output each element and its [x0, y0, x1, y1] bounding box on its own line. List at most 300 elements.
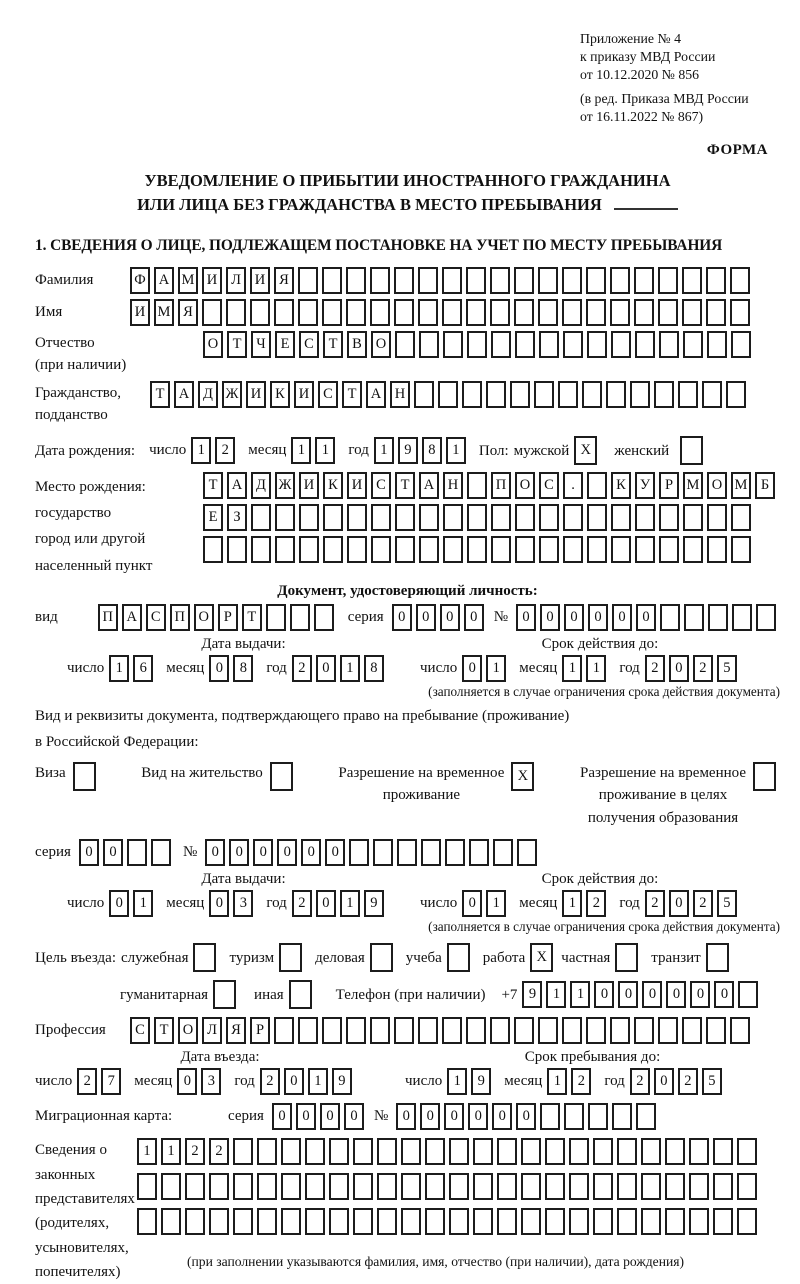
char-cell[interactable]: 9 — [364, 890, 384, 917]
char-cell[interactable]: 1 — [486, 655, 506, 682]
char-cell[interactable] — [658, 299, 678, 326]
char-cell[interactable] — [347, 504, 367, 531]
char-cell[interactable] — [491, 331, 511, 358]
char-cell[interactable] — [370, 943, 393, 972]
char-cell[interactable]: 0 — [109, 890, 129, 917]
char-cell[interactable] — [732, 604, 752, 631]
char-cell[interactable] — [689, 1173, 709, 1200]
char-cell[interactable] — [193, 943, 216, 972]
char-cell[interactable] — [449, 1173, 469, 1200]
char-cell[interactable]: 0 — [209, 890, 229, 917]
char-cell[interactable]: 0 — [618, 981, 638, 1008]
char-cell[interactable] — [395, 331, 415, 358]
char-cell[interactable] — [466, 1017, 486, 1044]
char-cell[interactable]: 1 — [291, 437, 311, 464]
char-cell[interactable] — [730, 267, 750, 294]
char-cell[interactable] — [353, 1138, 373, 1165]
char-cell[interactable] — [442, 267, 462, 294]
char-cell[interactable] — [251, 504, 271, 531]
char-cell[interactable] — [442, 1017, 462, 1044]
char-cell[interactable]: О — [515, 472, 535, 499]
char-cell[interactable] — [449, 1208, 469, 1235]
char-cell[interactable] — [665, 1173, 685, 1200]
char-cell[interactable] — [161, 1173, 181, 1200]
char-cell[interactable] — [490, 1017, 510, 1044]
char-cell[interactable]: 0 — [229, 839, 249, 866]
char-cell[interactable] — [562, 267, 582, 294]
char-cell[interactable]: X — [574, 436, 597, 465]
char-cell[interactable] — [394, 1017, 414, 1044]
char-cell[interactable]: 0 — [301, 839, 321, 866]
char-cell[interactable] — [443, 331, 463, 358]
char-cell[interactable]: 2 — [571, 1068, 591, 1095]
char-cell[interactable]: 2 — [292, 890, 312, 917]
char-cell[interactable] — [569, 1173, 589, 1200]
char-cell[interactable] — [233, 1173, 253, 1200]
char-cell[interactable]: С — [146, 604, 166, 631]
char-cell[interactable] — [606, 381, 626, 408]
char-cell[interactable]: 0 — [79, 839, 99, 866]
char-cell[interactable]: 3 — [233, 890, 253, 917]
char-cell[interactable] — [419, 331, 439, 358]
char-cell[interactable] — [538, 299, 558, 326]
char-cell[interactable] — [290, 604, 310, 631]
char-cell[interactable] — [322, 1017, 342, 1044]
char-cell[interactable] — [491, 536, 511, 563]
char-cell[interactable] — [467, 536, 487, 563]
char-cell[interactable]: К — [270, 381, 290, 408]
char-cell[interactable] — [683, 536, 703, 563]
char-cell[interactable] — [299, 504, 319, 531]
char-cell[interactable] — [377, 1208, 397, 1235]
char-cell[interactable] — [425, 1208, 445, 1235]
char-cell[interactable] — [610, 267, 630, 294]
char-cell[interactable] — [425, 1173, 445, 1200]
char-cell[interactable] — [346, 1017, 366, 1044]
char-cell[interactable]: 9 — [398, 437, 418, 464]
char-cell[interactable]: 0 — [416, 604, 436, 631]
char-cell[interactable] — [497, 1138, 517, 1165]
char-cell[interactable] — [610, 299, 630, 326]
char-cell[interactable] — [473, 1208, 493, 1235]
char-cell[interactable] — [202, 299, 222, 326]
char-cell[interactable] — [401, 1173, 421, 1200]
char-cell[interactable]: С — [371, 472, 391, 499]
char-cell[interactable]: О — [194, 604, 214, 631]
char-cell[interactable]: 2 — [215, 437, 235, 464]
char-cell[interactable] — [373, 839, 393, 866]
char-cell[interactable]: Т — [323, 331, 343, 358]
char-cell[interactable]: 6 — [133, 655, 153, 682]
char-cell[interactable]: А — [154, 267, 174, 294]
char-cell[interactable]: 0 — [209, 655, 229, 682]
char-cell[interactable] — [209, 1173, 229, 1200]
char-cell[interactable] — [185, 1173, 205, 1200]
char-cell[interactable]: 0 — [612, 604, 632, 631]
char-cell[interactable]: 0 — [588, 604, 608, 631]
char-cell[interactable] — [731, 504, 751, 531]
char-cell[interactable]: А — [227, 472, 247, 499]
char-cell[interactable]: 0 — [468, 1103, 488, 1130]
char-cell[interactable]: О — [371, 331, 391, 358]
char-cell[interactable] — [438, 381, 458, 408]
char-cell[interactable]: 0 — [316, 890, 336, 917]
char-cell[interactable] — [250, 299, 270, 326]
char-cell[interactable] — [586, 267, 606, 294]
char-cell[interactable] — [397, 839, 417, 866]
char-cell[interactable]: 5 — [702, 1068, 722, 1095]
char-cell[interactable]: Н — [390, 381, 410, 408]
char-cell[interactable]: М — [731, 472, 751, 499]
char-cell[interactable] — [349, 839, 369, 866]
char-cell[interactable] — [353, 1208, 373, 1235]
char-cell[interactable] — [586, 299, 606, 326]
char-cell[interactable] — [73, 762, 96, 791]
char-cell[interactable] — [323, 536, 343, 563]
char-cell[interactable] — [419, 536, 439, 563]
char-cell[interactable] — [281, 1173, 301, 1200]
char-cell[interactable] — [731, 331, 751, 358]
char-cell[interactable] — [137, 1173, 157, 1200]
char-cell[interactable] — [684, 604, 704, 631]
char-cell[interactable]: 0 — [205, 839, 225, 866]
char-cell[interactable]: 0 — [669, 655, 689, 682]
char-cell[interactable]: Л — [202, 1017, 222, 1044]
char-cell[interactable]: Д — [251, 472, 271, 499]
char-cell[interactable] — [534, 381, 554, 408]
char-cell[interactable] — [564, 1103, 584, 1130]
char-cell[interactable]: О — [707, 472, 727, 499]
char-cell[interactable]: П — [491, 472, 511, 499]
char-cell[interactable] — [515, 504, 535, 531]
char-cell[interactable]: 1 — [374, 437, 394, 464]
char-cell[interactable] — [329, 1173, 349, 1200]
char-cell[interactable]: Т — [150, 381, 170, 408]
char-cell[interactable] — [641, 1173, 661, 1200]
char-cell[interactable] — [683, 331, 703, 358]
char-cell[interactable]: 1 — [340, 890, 360, 917]
char-cell[interactable]: 1 — [109, 655, 129, 682]
char-cell[interactable] — [515, 536, 535, 563]
char-cell[interactable] — [298, 1017, 318, 1044]
char-cell[interactable] — [305, 1208, 325, 1235]
char-cell[interactable]: 1 — [161, 1138, 181, 1165]
char-cell[interactable] — [469, 839, 489, 866]
char-cell[interactable] — [660, 604, 680, 631]
char-cell[interactable] — [289, 980, 312, 1009]
char-cell[interactable]: 0 — [666, 981, 686, 1008]
char-cell[interactable] — [467, 504, 487, 531]
char-cell[interactable] — [226, 299, 246, 326]
char-cell[interactable]: 2 — [209, 1138, 229, 1165]
char-cell[interactable]: П — [98, 604, 118, 631]
char-cell[interactable] — [466, 267, 486, 294]
char-cell[interactable] — [151, 839, 171, 866]
char-cell[interactable]: 0 — [440, 604, 460, 631]
char-cell[interactable]: Д — [198, 381, 218, 408]
char-cell[interactable]: 0 — [316, 655, 336, 682]
char-cell[interactable] — [569, 1208, 589, 1235]
char-cell[interactable]: 1 — [315, 437, 335, 464]
char-cell[interactable] — [370, 1017, 390, 1044]
char-cell[interactable] — [730, 299, 750, 326]
char-cell[interactable] — [305, 1138, 325, 1165]
char-cell[interactable]: С — [318, 381, 338, 408]
char-cell[interactable] — [275, 504, 295, 531]
char-cell[interactable] — [611, 536, 631, 563]
char-cell[interactable] — [538, 267, 558, 294]
char-cell[interactable]: 1 — [562, 890, 582, 917]
char-cell[interactable]: П — [170, 604, 190, 631]
char-cell[interactable]: И — [347, 472, 367, 499]
char-cell[interactable]: Т — [342, 381, 362, 408]
char-cell[interactable]: 0 — [392, 604, 412, 631]
char-cell[interactable] — [587, 536, 607, 563]
char-cell[interactable] — [659, 536, 679, 563]
char-cell[interactable] — [659, 331, 679, 358]
char-cell[interactable] — [418, 299, 438, 326]
char-cell[interactable] — [233, 1138, 253, 1165]
char-cell[interactable] — [394, 299, 414, 326]
char-cell[interactable] — [738, 981, 758, 1008]
char-cell[interactable] — [266, 604, 286, 631]
char-cell[interactable] — [329, 1208, 349, 1235]
char-cell[interactable]: 8 — [364, 655, 384, 682]
char-cell[interactable]: З — [227, 504, 247, 531]
char-cell[interactable] — [545, 1173, 565, 1200]
char-cell[interactable]: Т — [395, 472, 415, 499]
char-cell[interactable] — [299, 536, 319, 563]
char-cell[interactable] — [713, 1208, 733, 1235]
char-cell[interactable]: Е — [203, 504, 223, 531]
char-cell[interactable] — [545, 1208, 565, 1235]
char-cell[interactable] — [706, 267, 726, 294]
char-cell[interactable]: Ф — [130, 267, 150, 294]
char-cell[interactable] — [654, 381, 674, 408]
char-cell[interactable] — [538, 1017, 558, 1044]
char-cell[interactable]: 0 — [669, 890, 689, 917]
char-cell[interactable]: X — [511, 762, 534, 791]
char-cell[interactable] — [257, 1208, 277, 1235]
char-cell[interactable] — [371, 536, 391, 563]
char-cell[interactable]: 5 — [717, 655, 737, 682]
char-cell[interactable] — [257, 1138, 277, 1165]
char-cell[interactable] — [395, 536, 415, 563]
char-cell[interactable]: 0 — [636, 604, 656, 631]
char-cell[interactable]: 0 — [344, 1103, 364, 1130]
char-cell[interactable] — [510, 381, 530, 408]
char-cell[interactable] — [689, 1138, 709, 1165]
char-cell[interactable] — [545, 1138, 565, 1165]
char-cell[interactable]: 2 — [645, 655, 665, 682]
char-cell[interactable] — [658, 1017, 678, 1044]
char-cell[interactable] — [659, 504, 679, 531]
char-cell[interactable]: 9 — [332, 1068, 352, 1095]
char-cell[interactable] — [707, 504, 727, 531]
char-cell[interactable] — [587, 331, 607, 358]
char-cell[interactable]: Ч — [251, 331, 271, 358]
char-cell[interactable] — [466, 299, 486, 326]
char-cell[interactable] — [257, 1173, 277, 1200]
char-cell[interactable] — [678, 381, 698, 408]
char-cell[interactable] — [588, 1103, 608, 1130]
char-cell[interactable]: 0 — [462, 890, 482, 917]
char-cell[interactable] — [447, 943, 470, 972]
char-cell[interactable]: А — [419, 472, 439, 499]
char-cell[interactable] — [634, 267, 654, 294]
char-cell[interactable]: 0 — [540, 604, 560, 631]
char-cell[interactable]: 0 — [714, 981, 734, 1008]
char-cell[interactable]: 0 — [444, 1103, 464, 1130]
char-cell[interactable] — [445, 839, 465, 866]
char-cell[interactable] — [563, 331, 583, 358]
char-cell[interactable]: 1 — [340, 655, 360, 682]
char-cell[interactable] — [521, 1138, 541, 1165]
char-cell[interactable] — [281, 1208, 301, 1235]
char-cell[interactable]: 1 — [191, 437, 211, 464]
char-cell[interactable] — [270, 762, 293, 791]
char-cell[interactable] — [521, 1208, 541, 1235]
char-cell[interactable] — [756, 604, 776, 631]
char-cell[interactable] — [514, 1017, 534, 1044]
char-cell[interactable] — [421, 839, 441, 866]
char-cell[interactable] — [490, 299, 510, 326]
char-cell[interactable] — [587, 504, 607, 531]
char-cell[interactable] — [467, 472, 487, 499]
char-cell[interactable] — [314, 604, 334, 631]
char-cell[interactable]: Я — [178, 299, 198, 326]
char-cell[interactable]: И — [294, 381, 314, 408]
char-cell[interactable] — [617, 1208, 637, 1235]
char-cell[interactable]: 0 — [516, 604, 536, 631]
char-cell[interactable]: 1 — [570, 981, 590, 1008]
char-cell[interactable]: 9 — [471, 1068, 491, 1095]
char-cell[interactable] — [514, 299, 534, 326]
char-cell[interactable] — [641, 1138, 661, 1165]
char-cell[interactable] — [713, 1173, 733, 1200]
char-cell[interactable]: С — [130, 1017, 150, 1044]
char-cell[interactable] — [442, 299, 462, 326]
char-cell[interactable] — [517, 839, 537, 866]
char-cell[interactable] — [635, 504, 655, 531]
char-cell[interactable] — [370, 267, 390, 294]
char-cell[interactable] — [251, 536, 271, 563]
char-cell[interactable] — [274, 1017, 294, 1044]
char-cell[interactable] — [493, 839, 513, 866]
char-cell[interactable]: М — [683, 472, 703, 499]
char-cell[interactable] — [753, 762, 776, 791]
char-cell[interactable]: 2 — [693, 655, 713, 682]
char-cell[interactable] — [473, 1138, 493, 1165]
char-cell[interactable]: Р — [659, 472, 679, 499]
char-cell[interactable] — [275, 536, 295, 563]
char-cell[interactable]: 1 — [586, 655, 606, 682]
char-cell[interactable]: 0 — [320, 1103, 340, 1130]
char-cell[interactable]: У — [635, 472, 655, 499]
char-cell[interactable] — [636, 1103, 656, 1130]
char-cell[interactable] — [298, 267, 318, 294]
char-cell[interactable]: Р — [218, 604, 238, 631]
char-cell[interactable]: 1 — [486, 890, 506, 917]
char-cell[interactable]: Р — [250, 1017, 270, 1044]
char-cell[interactable] — [634, 299, 654, 326]
char-cell[interactable]: И — [130, 299, 150, 326]
char-cell[interactable] — [161, 1208, 181, 1235]
char-cell[interactable]: С — [299, 331, 319, 358]
char-cell[interactable]: 0 — [564, 604, 584, 631]
char-cell[interactable]: 1 — [562, 655, 582, 682]
char-cell[interactable]: 0 — [253, 839, 273, 866]
char-cell[interactable]: 2 — [678, 1068, 698, 1095]
char-cell[interactable]: Т — [242, 604, 262, 631]
char-cell[interactable] — [630, 381, 650, 408]
char-cell[interactable] — [377, 1173, 397, 1200]
char-cell[interactable] — [587, 472, 607, 499]
char-cell[interactable]: 0 — [492, 1103, 512, 1130]
char-cell[interactable] — [611, 504, 631, 531]
char-cell[interactable]: 1 — [446, 437, 466, 464]
char-cell[interactable]: М — [178, 267, 198, 294]
char-cell[interactable] — [558, 381, 578, 408]
char-cell[interactable]: И — [202, 267, 222, 294]
char-cell[interactable] — [682, 267, 702, 294]
char-cell[interactable] — [515, 331, 535, 358]
char-cell[interactable] — [473, 1173, 493, 1200]
char-cell[interactable]: 0 — [654, 1068, 674, 1095]
char-cell[interactable] — [137, 1208, 157, 1235]
char-cell[interactable] — [305, 1173, 325, 1200]
char-cell[interactable] — [615, 943, 638, 972]
char-cell[interactable] — [682, 1017, 702, 1044]
char-cell[interactable] — [418, 267, 438, 294]
char-cell[interactable]: 0 — [277, 839, 297, 866]
char-cell[interactable] — [449, 1138, 469, 1165]
char-cell[interactable] — [617, 1173, 637, 1200]
char-cell[interactable] — [612, 1103, 632, 1130]
char-cell[interactable] — [683, 504, 703, 531]
char-cell[interactable] — [658, 267, 678, 294]
char-cell[interactable]: И — [250, 267, 270, 294]
char-cell[interactable]: 2 — [645, 890, 665, 917]
char-cell[interactable] — [233, 1208, 253, 1235]
char-cell[interactable] — [323, 504, 343, 531]
char-cell[interactable] — [562, 299, 582, 326]
char-cell[interactable]: 0 — [396, 1103, 416, 1130]
char-cell[interactable] — [689, 1208, 709, 1235]
char-cell[interactable]: Б — [755, 472, 775, 499]
char-cell[interactable]: 9 — [522, 981, 542, 1008]
char-cell[interactable] — [497, 1173, 517, 1200]
char-cell[interactable]: 2 — [586, 890, 606, 917]
char-cell[interactable]: 0 — [103, 839, 123, 866]
char-cell[interactable] — [322, 267, 342, 294]
char-cell[interactable]: И — [246, 381, 266, 408]
char-cell[interactable] — [203, 536, 223, 563]
char-cell[interactable] — [617, 1138, 637, 1165]
char-cell[interactable] — [562, 1017, 582, 1044]
char-cell[interactable] — [635, 536, 655, 563]
char-cell[interactable]: Т — [227, 331, 247, 358]
char-cell[interactable] — [370, 299, 390, 326]
char-cell[interactable] — [726, 381, 746, 408]
char-cell[interactable] — [443, 536, 463, 563]
char-cell[interactable]: . — [563, 472, 583, 499]
char-cell[interactable] — [486, 381, 506, 408]
char-cell[interactable]: 2 — [693, 890, 713, 917]
char-cell[interactable] — [394, 267, 414, 294]
char-cell[interactable] — [213, 980, 236, 1009]
char-cell[interactable]: 1 — [308, 1068, 328, 1095]
